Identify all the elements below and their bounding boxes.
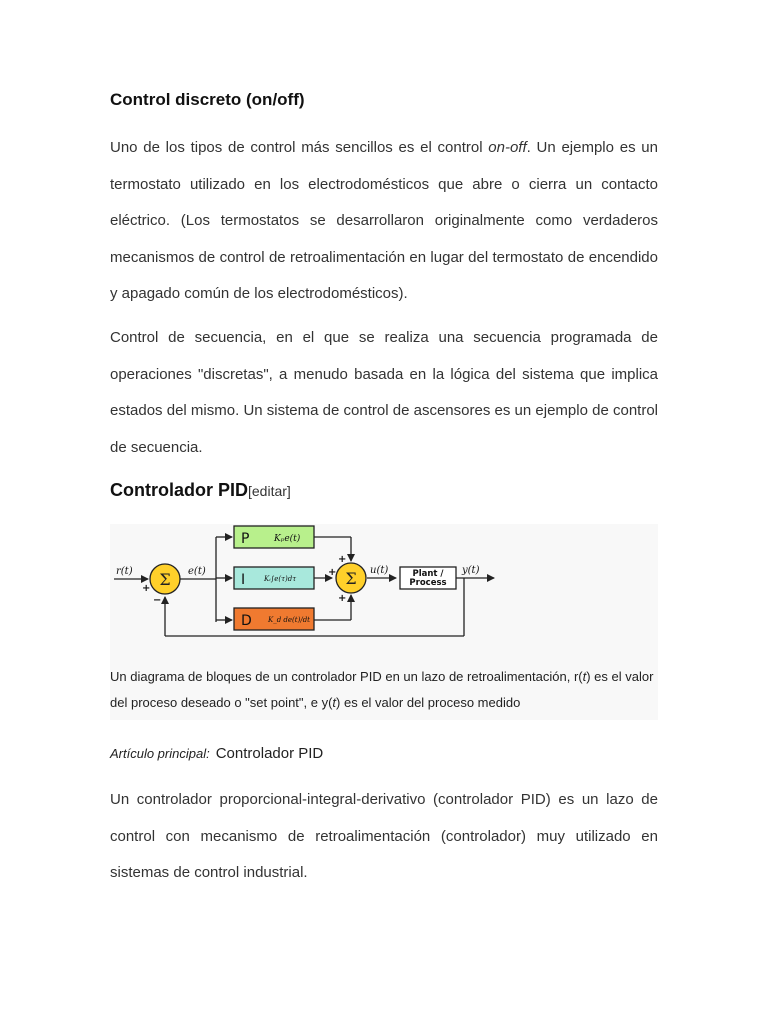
summing-junction-2 — [336, 563, 366, 593]
d-block — [234, 608, 314, 630]
i-expression: Kᵢ∫e(τ)dτ — [264, 575, 297, 583]
signal-r-label: r(t) — [116, 566, 133, 577]
p-block — [234, 526, 314, 548]
figure-caption — [110, 664, 658, 716]
d-label: D — [241, 613, 252, 629]
plant-label-line1: Plant / — [412, 569, 444, 579]
signal-u-label: u(t) — [370, 565, 389, 576]
pid-block-diagram — [110, 524, 658, 654]
caption-text: ) es el valor del proceso medido — [336, 695, 521, 710]
sigma-glyph: Σ — [345, 569, 357, 588]
edit-link[interactable]: [editar] — [248, 483, 291, 499]
signal-e-label: e(t) — [188, 566, 206, 577]
emphasis-on-off: on-off — [488, 139, 527, 156]
paragraph-pid: Un controlador proporcional-integral-derivativo (controlador PID) es un lazo de control con mecanismo de retroalimentación (controlador) muy utilizado en sistemas de control industrial. — [110, 791, 658, 881]
caption-text: ) es el valor del proceso deseado o "set point", e y( — [110, 669, 654, 710]
plus-sign: + — [142, 583, 151, 594]
paragraph-text: Uno de los tipos de control más sencillos es el control — [110, 139, 489, 156]
plant-label-line2: Process — [409, 578, 447, 588]
main-article-link[interactable]: Controlador PID — [215, 745, 324, 762]
d-expression: K_d de(t)/dt — [268, 616, 310, 624]
signal-y-label: y(t) — [462, 565, 480, 576]
plus-sign: + — [328, 567, 337, 578]
main-article-label: Artículo principal: — [110, 746, 210, 761]
section-heading-pid — [110, 480, 291, 501]
paragraph-on-off — [110, 130, 658, 313]
section-heading-control-discreto: Control discreto (on/off) — [110, 90, 305, 109]
i-label: I — [241, 572, 246, 588]
pid-diagram-figure — [110, 524, 658, 720]
main-article-note — [110, 745, 323, 762]
paragraph-secuencia: Control de secuencia, en el que se realiza una secuencia programada de operaciones "discretas", a menudo basada en la lógica del sistema que implica estados del mismo. Un sistema de control de ascensores es un ejemplo de control de secuencia. — [110, 329, 658, 456]
caption-italic: t — [332, 695, 337, 710]
plant-process-block — [400, 567, 456, 589]
paragraph-text: . Un ejemplo es un termostato utilizado en los electrodomésticos que abre o cierra un contacto eléctrico. (Los termostatos se desarrollaron originalmente como verdaderos mecanismos de control de retroalimentación en lugar del termostato de encendido y apagado común de los electrodomésticos). — [110, 139, 658, 302]
i-block — [234, 567, 314, 589]
plus-sign: + — [338, 554, 347, 565]
caption-text: Un diagrama de bloques de un controlador PID en un lazo de retroalimentación, r( — [110, 669, 583, 684]
caption-italic: t — [582, 669, 587, 684]
p-label: P — [241, 531, 250, 547]
heading-text: Controlador PID — [110, 480, 248, 500]
plus-sign: + — [338, 593, 347, 604]
sigma-glyph: Σ — [159, 570, 171, 589]
minus-sign: − — [153, 595, 162, 606]
p-expression: Kₚe(t) — [274, 534, 301, 544]
summing-junction-1 — [150, 564, 180, 594]
